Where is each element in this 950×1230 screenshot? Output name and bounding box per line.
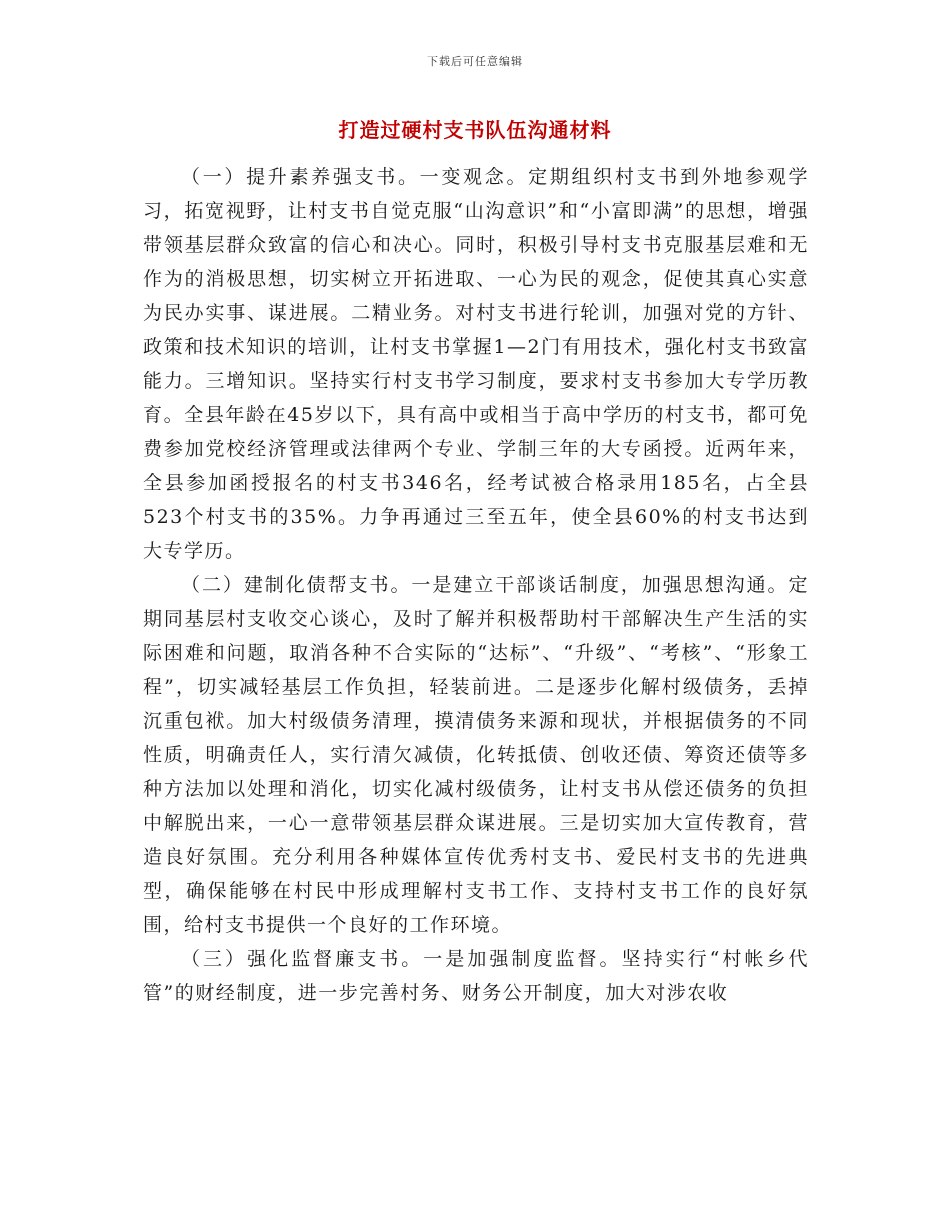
paragraph-3: （三）强化监督廉支书。一是加强制度监督。坚持实行“村帐乡代管”的财经制度，进一步完善村务、财务公开制度，加大对涉农收 bbox=[143, 948, 809, 1004]
document-title: 打造过硬村支书队伍沟通材料 bbox=[338, 118, 612, 142]
paragraph-1: （一）提升素养强支书。一变观念。定期组织村支书到外地参观学习，拓宽视野，让村支书自觉克服“山沟意识”和“小富即满”的思想，增强带领基层群众致富的信心和决心。同时，积极引导村支书克服基层难和无作为的消极思想，切实树立开拓进取、一心为民的观念，促使其真心实意为民办实事、谋进展。二精业务。对村支书进行轮训，加强对党的方针、政策和技术知识的培训，让村支书掌握1—2门有用技术，强化村支书致富能力。三增知识。坚持实行村支书学习制度，要求村支书参加大专学历教育。全县年龄在45岁以下，具有高中或相当于高中学历的村支书，都可免费参加党校经济管理或法律两个专业、学制三年的大专函授。近两年来，全县参加函授报名的村支书346名，经考试被合格录用185名，占全县523个村支书的35%。力争再通过三至五年，使全县60%的村支书达到大专学历。 bbox=[143, 166, 809, 562]
paragraph-2: （二）建制化债帮支书。一是建立干部谈话制度，加强思想沟通。定期同基层村支收交心谈心，及时了解并积极帮助村干部解决生产生活的实际困难和问题，取消各种不合实际的“达标”、“升级”、“考核”、“形象工程”，切实减轻基层工作负担，轻装前进。二是逐步化解村级债务，丢掉沉重包袱。加大村级债务清理，摸清债务来源和现状，并根据债务的不同性质，明确责任人，实行清欠减债，化转抵债、创收还债、筹资还债等多种方法加以处理和消化，切实化减村级债务，让村支书从偿还债务的负担中解脱出来，一心一意带领基层群众谋进展。三是切实加大宣传教育，营造良好氛围。充分利用各种媒体宣传优秀村支书、爱民村支书的先进典型，确保能够在村民中形成理解村支书工作、支持村支书工作的良好氛围，给村支书提供一个良好的工作环境。 bbox=[143, 574, 809, 936]
document-body bbox=[143, 160, 809, 1010]
page-header-note: 下载后可任意编辑 bbox=[427, 55, 523, 68]
